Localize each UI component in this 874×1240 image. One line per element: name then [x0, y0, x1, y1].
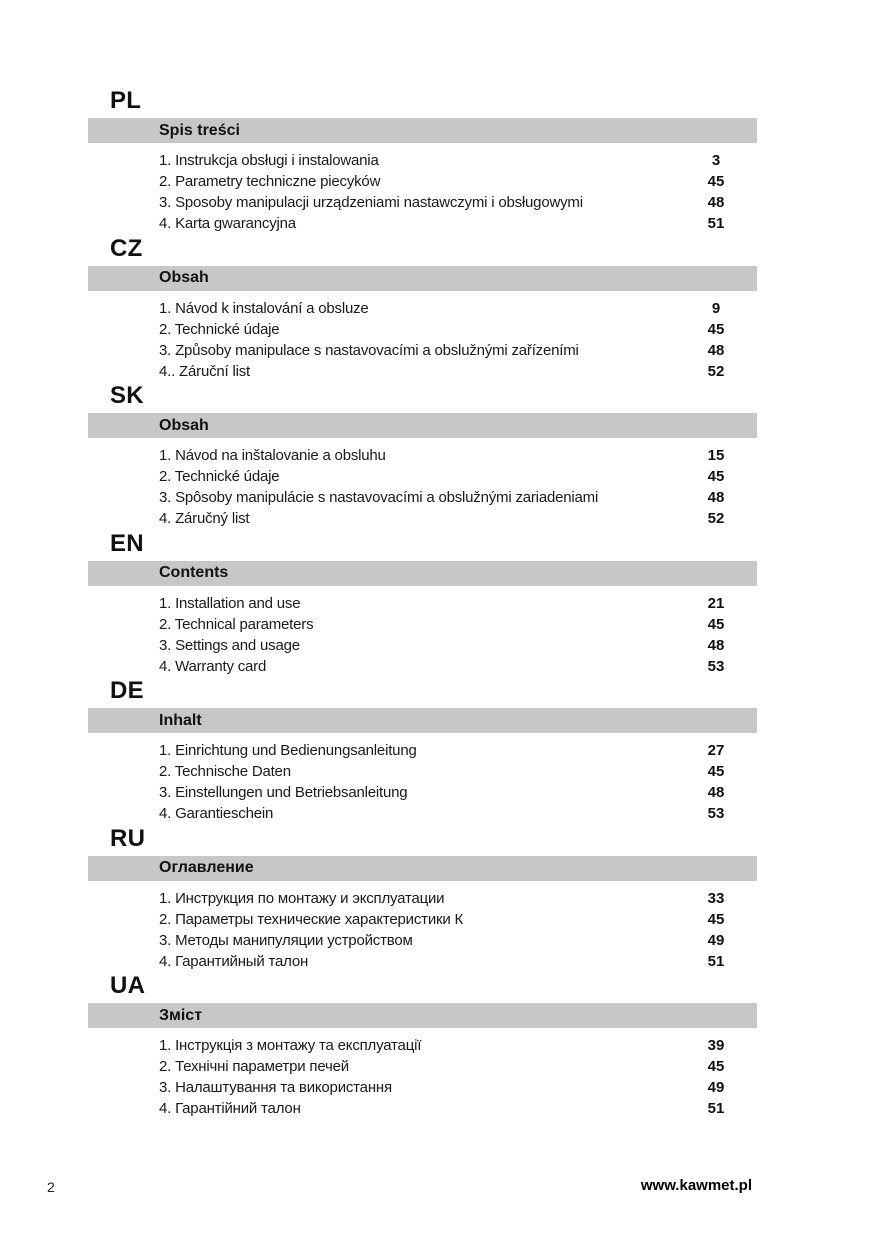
- toc-entry: [88, 213, 757, 234]
- toc-entry-page: 51: [707, 1100, 725, 1117]
- toc-entry: [88, 930, 757, 951]
- toc-entry: [88, 1098, 757, 1119]
- section-title: Obsah: [159, 269, 209, 286]
- toc-entry-label: 4.. Záruční list: [159, 362, 250, 380]
- toc-sections: [88, 88, 757, 1121]
- toc-entry: [88, 614, 757, 635]
- section-title-bar: [88, 413, 757, 438]
- toc-entry-page: 21: [707, 594, 725, 612]
- toc-entry-page: 51: [707, 215, 725, 232]
- toc-entry: [88, 340, 757, 361]
- toc-entry: [88, 171, 757, 192]
- toc-entry-page: 45: [707, 910, 725, 928]
- section-title: Contents: [159, 564, 229, 581]
- section-title-bar: [88, 561, 757, 586]
- language-code: CZ: [110, 234, 143, 262]
- toc-entry: [88, 319, 757, 340]
- language-code: EN: [110, 529, 144, 557]
- toc-entry: [88, 803, 757, 824]
- toc-entry-label: 2. Technické údaje: [159, 320, 280, 338]
- language-section: [88, 973, 757, 1121]
- toc-entry: [88, 1077, 757, 1098]
- toc-entry-label: 2. Parametry techniczne piecyków: [159, 173, 381, 190]
- language-section: [88, 826, 757, 974]
- toc-entry-label: 1. Instrukcja obsługi i instalowania: [159, 152, 379, 169]
- toc-entry-page: 33: [707, 889, 725, 907]
- language-code: SK: [110, 382, 144, 409]
- toc-items: [88, 298, 757, 382]
- toc-entry-label: 1. Інструкція з монтажу та експлуатації: [159, 1037, 422, 1054]
- toc-entry: [88, 888, 757, 909]
- toc-entry-page: 39: [707, 1037, 725, 1054]
- section-title-bar: [88, 856, 757, 881]
- toc-entry: [88, 909, 757, 930]
- toc-entry-label: 3. Settings and usage: [159, 636, 300, 654]
- toc-entry-label: 4. Гарантийный талон: [159, 952, 309, 970]
- toc-entry-page: 27: [707, 742, 725, 759]
- toc-entry-page: 48: [707, 636, 725, 654]
- section-title: Obsah: [159, 416, 209, 434]
- toc-entry-page: 48: [707, 341, 725, 359]
- toc-entry-page: 45: [707, 468, 725, 485]
- toc-entry-label: 1. Einrichtung und Bedienungsanleitung: [159, 742, 417, 759]
- toc-entry-page: 48: [707, 784, 725, 801]
- toc-entry-page: 45: [707, 763, 725, 780]
- toc-items: [88, 1035, 757, 1119]
- website-url: www.kawmet.pl: [640, 1177, 752, 1194]
- toc-entry: [88, 656, 757, 677]
- toc-entry-page: 52: [707, 510, 725, 527]
- toc-entry: [88, 740, 757, 761]
- language-section: [88, 531, 757, 679]
- toc-entry-label: 2. Параметры технические характеристики К: [159, 910, 464, 928]
- toc-items: [88, 740, 757, 824]
- toc-entry: [88, 150, 757, 171]
- toc-entry: [88, 466, 757, 487]
- toc-entry-label: 3. Налаштування та використання: [159, 1079, 392, 1096]
- section-title-bar: [88, 118, 757, 143]
- toc-entry-page: 3: [711, 152, 721, 169]
- toc-entry-label: 2. Technische Daten: [159, 763, 291, 780]
- language-section: [88, 383, 757, 531]
- toc-entry-page: 48: [707, 194, 725, 211]
- toc-entry-page: 9: [711, 299, 721, 317]
- toc-entry-label: 2. Технічні параметри печей: [159, 1058, 349, 1075]
- toc-entry: [88, 635, 757, 656]
- toc-entry: [88, 782, 757, 803]
- toc-entry: [88, 361, 757, 382]
- toc-items: [88, 593, 757, 677]
- page-number: 2: [47, 1179, 55, 1195]
- toc-entry-label: 1. Installation and use: [159, 594, 301, 612]
- section-title: Spis treści: [159, 121, 240, 139]
- section-title-bar: [88, 266, 757, 291]
- language-code: PL: [110, 87, 142, 114]
- toc-entry: [88, 508, 757, 529]
- toc-entry-label: 2. Technické údaje: [159, 468, 280, 485]
- toc-entry-page: 45: [707, 615, 725, 633]
- section-title: Зміст: [159, 1006, 203, 1024]
- toc-entry-page: 53: [707, 657, 725, 675]
- toc-entry-label: 3. Způsoby manipulace s nastavovacími a obslužnými zařízeními: [159, 341, 579, 359]
- language-code: DE: [110, 677, 144, 704]
- toc-entry-label: 1. Návod k instalování a obsluze: [159, 299, 369, 317]
- toc-entry-page: 15: [707, 447, 725, 464]
- language-section: [88, 678, 757, 826]
- toc-entry-label: 3. Spôsoby manipulácie s nastavovacími a obslužnými zariadeniami: [159, 489, 599, 506]
- toc-entry-page: 45: [707, 173, 725, 190]
- toc-entry: [88, 1035, 757, 1056]
- section-title-bar: [88, 708, 757, 733]
- toc-entry-page: 49: [707, 931, 725, 949]
- toc-entry: [88, 192, 757, 213]
- toc-entry-label: 1. Návod na inštalovanie a obsluhu: [159, 447, 386, 464]
- toc-entry-label: 4. Гарантійний талон: [159, 1100, 301, 1117]
- toc-entry-label: 3. Методы манипуляции устройством: [159, 931, 413, 949]
- toc-items: [88, 445, 757, 529]
- language-section: [88, 236, 757, 384]
- toc-entry: [88, 761, 757, 782]
- toc-entry: [88, 487, 757, 508]
- toc-entry-label: 4. Záručný list: [159, 510, 250, 527]
- toc-entry-label: 4. Garantieschein: [159, 805, 274, 822]
- section-title: Inhalt: [159, 711, 202, 729]
- toc-entry-page: 48: [707, 489, 725, 506]
- language-code: RU: [110, 824, 146, 852]
- toc-entry-page: 51: [707, 952, 725, 970]
- toc-entry-label: 3. Einstellungen und Betriebsanleitung: [159, 784, 408, 801]
- toc-entry-label: 4. Warranty card: [159, 657, 267, 675]
- toc-entry: [88, 1056, 757, 1077]
- toc-entry: [88, 445, 757, 466]
- toc-entry-label: 4. Karta gwarancyjna: [159, 215, 296, 232]
- language-section: [88, 88, 757, 236]
- toc-entry: [88, 593, 757, 614]
- toc-entry-page: 49: [707, 1079, 725, 1096]
- section-title-bar: [88, 1003, 757, 1028]
- toc-entry-label: 2. Technical parameters: [159, 615, 314, 633]
- toc-entry: [88, 298, 757, 319]
- section-title: Оглавление: [159, 859, 254, 876]
- toc-entry-page: 45: [707, 1058, 725, 1075]
- toc-entry: [88, 951, 757, 972]
- toc-entry-page: 45: [707, 320, 725, 338]
- toc-items: [88, 888, 757, 972]
- toc-entry-page: 52: [707, 362, 725, 380]
- toc-entry-label: 1. Инструкция по монтажу и эксплуатации: [159, 889, 445, 907]
- toc-entry-page: 53: [707, 805, 725, 822]
- language-code: UA: [110, 972, 146, 999]
- toc-items: [88, 150, 757, 234]
- toc-entry-label: 3. Sposoby manipulacji urządzeniami nastawczymi i obsługowymi: [159, 194, 583, 211]
